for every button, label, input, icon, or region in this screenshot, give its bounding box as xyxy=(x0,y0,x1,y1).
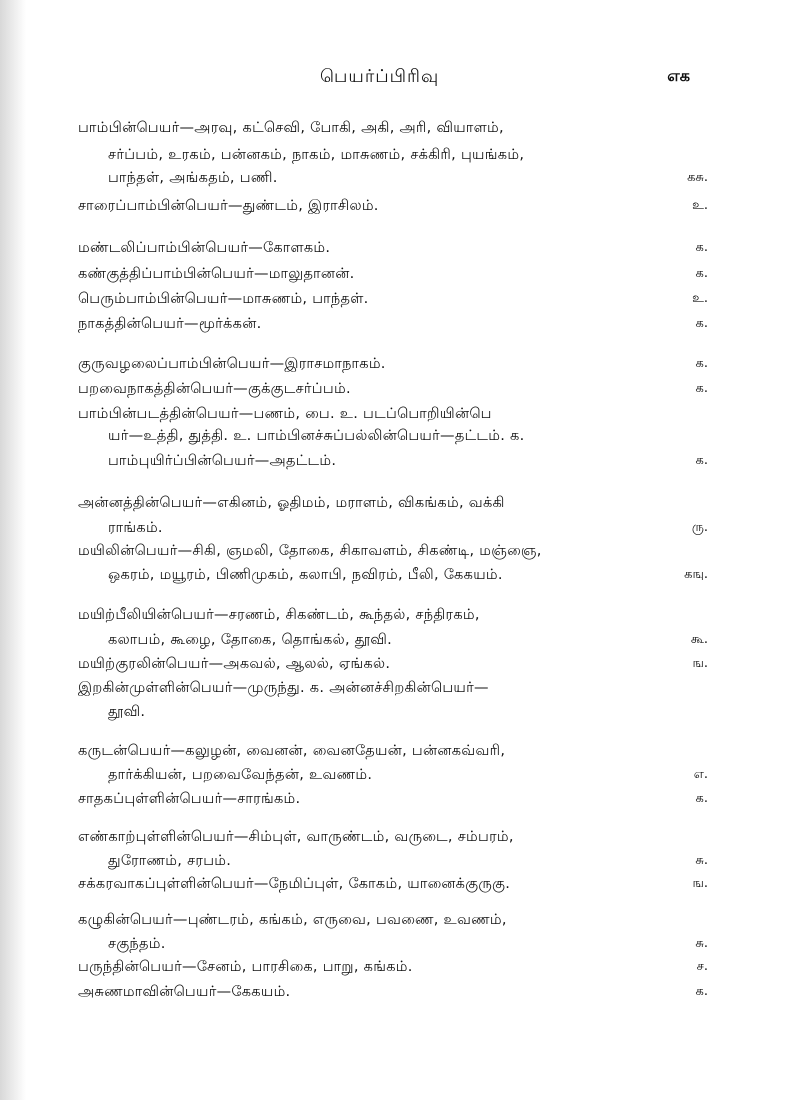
line-text: கருடன்பெயர்—கலுழன், வைனன், வைனதேயன், பன்னகவ்வரி, xyxy=(78,743,506,759)
verse-count: க. xyxy=(695,381,708,396)
text-line xyxy=(108,143,708,167)
text-line xyxy=(78,539,708,563)
text-line xyxy=(108,563,708,587)
line-text: ஒகரம், மயூரம், பிணிமுகம், கலாபி, நவிரம், பீலி, கேகயம். xyxy=(108,567,503,583)
line-text: கழுகின்பெயர்—புண்டரம், கங்கம், எருவை, பவணை, உவணம், xyxy=(78,912,507,928)
verse-count: க. xyxy=(695,240,708,255)
line-text: கலாபம், கூழை, தோகை, தொங்கல், தூவி. xyxy=(108,632,393,648)
verse-count: உ. xyxy=(692,291,708,306)
line-text: பருந்தின்பெயர்—சேனம், பாரசிகை, பாறு, கங்கம். xyxy=(78,959,413,975)
line-text: தார்க்கியன், பறவைவேந்தன், உவணம். xyxy=(108,767,373,783)
line-text: பாம்புயிர்ப்பின்பெயர்—அதட்டம். xyxy=(108,453,337,469)
text-line xyxy=(78,676,708,700)
text-line xyxy=(78,980,708,1004)
text-line xyxy=(108,516,708,540)
verse-count: க. xyxy=(695,266,708,281)
text-line xyxy=(108,424,708,448)
line-text: சர்ப்பம், உரகம், பன்னகம், நாகம், மாசுணம், சக்கிரி, புயங்கம், xyxy=(108,147,525,163)
verse-count: கசு. xyxy=(687,170,708,185)
line-text: பாந்தள், அங்கதம், பணி. xyxy=(108,170,278,186)
verse-count: க. xyxy=(695,791,708,806)
line-text: குருவழலைப்பாம்பின்பெயர்—இராசமாநாகம். xyxy=(78,356,386,372)
line-text: ராங்கம். xyxy=(108,520,163,536)
text-line xyxy=(78,236,708,260)
running-title: பெயர்ப்பிரிவு xyxy=(320,66,440,87)
line-text: மண்டலிப்பாம்பின்பெயர்—கோளகம். xyxy=(78,240,331,256)
line-text: பறவைநாகத்தின்பெயர்—குக்குடசர்ப்பம். xyxy=(78,381,351,397)
text-line xyxy=(108,932,708,956)
text-line xyxy=(108,449,708,473)
line-text: பாம்பின்பெயர்—அரவு, கட்செவி, போகி, அகி, அரி, வியாளம், xyxy=(78,120,504,136)
line-text: துரோணம், சரபம். xyxy=(108,853,232,869)
text-line xyxy=(78,352,708,376)
text-line xyxy=(78,116,708,140)
verse-count: கஙு. xyxy=(684,567,708,582)
text-line xyxy=(78,955,708,979)
text-line xyxy=(108,700,708,724)
verse-count: க. xyxy=(695,316,708,331)
line-text: நாகத்தின்பெயர்—மூர்க்கன். xyxy=(78,316,262,332)
verse-count: கூ. xyxy=(690,632,708,647)
text-line xyxy=(78,739,708,763)
verse-count: க. xyxy=(695,984,708,999)
line-text: மயிற்குரலின்பெயர்—அகவல், ஆலல், ஏங்கல். xyxy=(78,656,391,672)
line-text: பாம்பின்படத்தின்பெயர்—பணம், பை. உ. படப்பொறியின்பெ xyxy=(78,406,492,422)
verse-count: க. xyxy=(695,356,708,371)
line-text: கண்குத்திப்பாம்பின்பெயர்—மாலுதானன். xyxy=(78,266,355,282)
verse-count: ங. xyxy=(692,656,708,671)
text-line xyxy=(78,825,708,849)
text-line xyxy=(78,312,708,336)
text-line xyxy=(78,194,708,218)
line-text: சகுந்தம். xyxy=(108,936,166,952)
text-line xyxy=(108,166,708,190)
verse-count: சு. xyxy=(695,936,708,951)
line-text: எண்காற்புள்ளின்பெயர்—சிம்புள், வாருண்டம், வருடை, சம்பரம், xyxy=(78,829,514,845)
text-line xyxy=(78,787,708,811)
text-line xyxy=(78,603,708,627)
text-line xyxy=(78,262,708,286)
text-line xyxy=(108,849,708,873)
line-text: சாரைப்பாம்பின்பெயர்—துண்டம், இராசிலம். xyxy=(78,198,379,214)
line-text: அசுணமாவின்பெயர்—கேகயம். xyxy=(78,984,291,1000)
verse-count: க. xyxy=(695,453,708,468)
text-line xyxy=(78,402,708,426)
text-line xyxy=(78,377,708,401)
line-text: மயிற்பீலியின்பெயர்—சரணம், சிகண்டம், கூந்தல், சந்திரகம், xyxy=(78,607,480,623)
line-text: பெரும்பாம்பின்பெயர்—மாசுணம், பாந்தள். xyxy=(78,291,369,307)
line-text: சக்கரவாகப்புள்ளின்பெயர்—நேமிப்புள், கோகம், யானைக்குருகு. xyxy=(78,876,511,892)
verse-count: உ. xyxy=(692,198,708,213)
line-text: தூவி. xyxy=(108,704,146,720)
page-spine-shadow xyxy=(0,0,26,1100)
text-line xyxy=(78,287,708,311)
text-line xyxy=(78,652,708,676)
page-header xyxy=(0,62,800,92)
page-number: எக xyxy=(667,66,690,85)
text-line xyxy=(108,628,708,652)
line-text: அன்னத்தின்பெயர்—எகினம், ஓதிமம், மராளம், விகங்கம், வக்கி xyxy=(78,495,505,511)
text-line xyxy=(108,763,708,787)
text-line xyxy=(78,908,708,932)
verse-count: எ. xyxy=(693,767,708,782)
line-text: சாதகப்புள்ளின்பெயர்—சாரங்கம். xyxy=(78,791,301,807)
text-line xyxy=(78,872,708,896)
text-line xyxy=(78,491,708,515)
verse-count: ங. xyxy=(692,876,708,891)
verse-count: சு. xyxy=(695,853,708,868)
line-text: இறகின்முள்ளின்பெயர்—முருந்து. க. அன்னச்சிறகின்பெயர்— xyxy=(78,680,489,696)
verse-count: ச. xyxy=(696,959,708,974)
line-text: யர்—உத்தி, துத்தி. உ. பாம்பினச்சுப்பல்லின்பெயர்—தட்டம். க. xyxy=(108,428,525,444)
verse-count: ரு. xyxy=(691,520,708,535)
line-text: மயிலின்பெயர்—சிகி, ஞமலி, தோகை, சிகாவளம், சிகண்டி, மஞ்ஞை, xyxy=(78,543,542,559)
